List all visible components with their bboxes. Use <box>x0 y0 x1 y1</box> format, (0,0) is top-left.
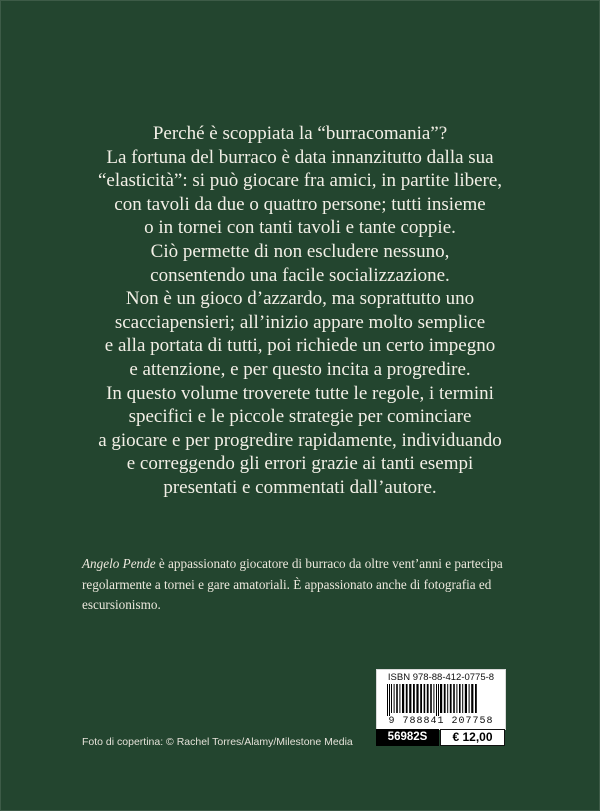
blurb-line: e correggendo gli errori grazie ai tanti esempi <box>126 453 474 475</box>
blurb-line: scacciapensieri; all’inizio appare molto semplice <box>114 311 486 333</box>
blurb-line: presentati e commentati dall’autore. <box>163 476 437 498</box>
blurb-line: specifici e le piccole strategie per cominciare <box>128 406 472 428</box>
blurb-line: consentendo una facile socializzazione. <box>150 264 450 286</box>
blurb-line: con tavoli da due o quattro persone; tutti insieme <box>114 193 486 215</box>
blurb-line: o in tornei con tanti tavoli e tante coppie. <box>144 217 456 239</box>
blurb-line: e alla portata di tutti, poi richiede un certo impegno <box>104 335 496 357</box>
blurb-line: Non è un gioco d’azzardo, ma soprattutto uno <box>125 288 475 310</box>
blurb-line: Ciò permette di non escludere nessuno, <box>150 240 450 262</box>
barcode-bars <box>385 684 497 716</box>
bio-line-1 <box>82 554 542 575</box>
blurb-line: e attenzione, e per questo incita a progredire. <box>129 358 471 380</box>
bio-text: è appassionato giocatore di burraco da oltre vent’anni e partecipa <box>155 556 503 571</box>
isbn-barcode <box>376 669 506 730</box>
blurb-line: Perché è scoppiata la “burracomania”? <box>152 123 448 144</box>
author-name: Angelo Pende <box>82 556 156 571</box>
price-label: € 12,00 <box>440 729 505 746</box>
bio-line-2: regolarmente a tornei e gare amatoriali. È appassionato anche di fotografia ed <box>82 576 492 592</box>
back-cover-blurb <box>60 122 540 500</box>
product-code: 56982S <box>376 729 439 746</box>
blurb-line: “elasticità”: si può giocare fra amici, in partite libere, <box>97 170 503 192</box>
blurb-line: a giocare e per progredire rapidamente, individuando <box>98 429 502 451</box>
author-bio <box>82 554 542 616</box>
ean-digits: 9 788841 207758 <box>388 716 494 727</box>
isbn-number: ISBN 978-88-412-0775-8 <box>387 672 495 683</box>
blurb-line: In questo volume troverete tutte le regole, i termini <box>106 382 494 404</box>
cover-photo-credit: Foto di copertina: © Rachel Torres/Alamy/Milestone Media <box>82 736 353 748</box>
bio-line-3: escursionismo. <box>82 597 161 612</box>
blurb-line: La fortuna del burraco è data innanzitutto dalla sua <box>106 146 494 168</box>
